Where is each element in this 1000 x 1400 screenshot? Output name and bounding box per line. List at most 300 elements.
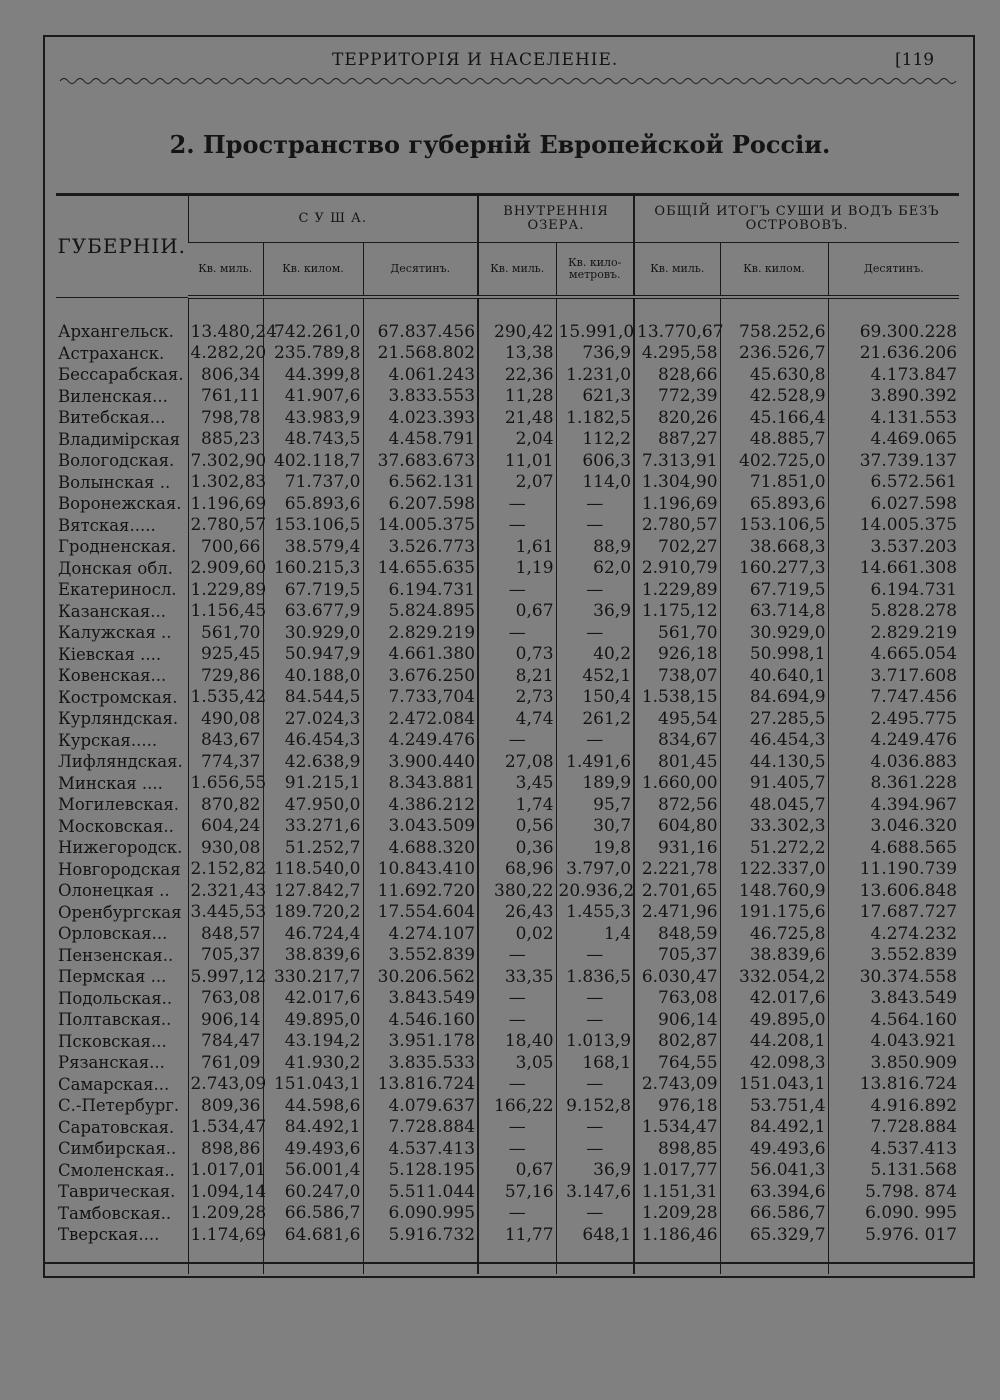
gubernia-name-cell: Таврическая. xyxy=(58,1182,176,1202)
value-cell: 65.893,6 xyxy=(720,493,828,515)
value-cell: 14.005.375 xyxy=(363,515,478,537)
table-row xyxy=(56,1052,959,1074)
value-cell: 1,74 xyxy=(478,794,556,816)
value-cell: 1.017,01 xyxy=(188,1160,263,1182)
value-cell: 898,86 xyxy=(188,1138,263,1160)
gubernia-name-cell: Курская..... xyxy=(58,730,158,750)
table-row xyxy=(56,816,959,838)
value-cell: 3.850.909 xyxy=(828,1052,959,1074)
value-cell: 6.030,47 xyxy=(634,966,720,988)
value-cell: 820,26 xyxy=(634,407,720,429)
value-cell: 4.295,58 xyxy=(634,343,720,365)
header-lakes: ВНУТРЕННІЯ ОЗЕРА. xyxy=(478,195,634,243)
value-cell: 4.173.847 xyxy=(828,364,959,386)
value-cell: 26,43 xyxy=(478,902,556,924)
value-cell: 2.472.084 xyxy=(363,708,478,730)
value-cell: 166,22 xyxy=(478,1095,556,1117)
value-cell: 801,45 xyxy=(634,751,720,773)
value-cell: 1.229,89 xyxy=(634,579,720,601)
value-cell: 5.916.732 xyxy=(363,1224,478,1246)
value-cell: 2.221,78 xyxy=(634,859,720,881)
value-cell: — xyxy=(478,622,556,644)
value-cell: 402.118,7 xyxy=(263,450,363,472)
table-row xyxy=(56,601,959,623)
value-cell: 5.828.278 xyxy=(828,601,959,623)
table-row xyxy=(56,880,959,902)
table-row xyxy=(56,1203,959,1225)
value-cell: — xyxy=(478,579,556,601)
value-cell: 1.196,69 xyxy=(634,493,720,515)
value-cell: 4.249.476 xyxy=(363,730,478,752)
value-cell: 6.194.731 xyxy=(828,579,959,601)
table-row xyxy=(56,794,959,816)
value-cell: — xyxy=(556,945,634,967)
value-cell: 84.492,1 xyxy=(720,1117,828,1139)
value-cell: 46.454,3 xyxy=(720,730,828,752)
value-cell: 872,56 xyxy=(634,794,720,816)
value-cell: 40.188,0 xyxy=(263,665,363,687)
value-cell: 153.106,5 xyxy=(720,515,828,537)
value-cell: 13.606.848 xyxy=(828,880,959,902)
value-cell: 3.843.549 xyxy=(828,988,959,1010)
value-cell: 3.890.392 xyxy=(828,386,959,408)
page-number: [119 xyxy=(895,50,935,70)
value-cell: 761,09 xyxy=(188,1052,263,1074)
value-cell: 1.836,5 xyxy=(556,966,634,988)
value-cell: 19,8 xyxy=(556,837,634,859)
value-cell: 10.843.410 xyxy=(363,859,478,881)
value-cell: 1.535,42 xyxy=(188,687,263,709)
value-cell: 14.655.635 xyxy=(363,558,478,580)
value-cell: 160.215,3 xyxy=(263,558,363,580)
value-cell: 49.895,0 xyxy=(263,1009,363,1031)
table-row xyxy=(56,966,959,988)
value-cell: 114,0 xyxy=(556,472,634,494)
value-cell: 2.743,09 xyxy=(634,1074,720,1096)
value-cell: 45.630,8 xyxy=(720,364,828,386)
value-cell: 6.027.598 xyxy=(828,493,959,515)
value-cell: — xyxy=(478,493,556,515)
value-cell: 763,08 xyxy=(188,988,263,1010)
gubernia-name-cell: Калужская .. xyxy=(58,623,172,643)
value-cell: 11,01 xyxy=(478,450,556,472)
table-row xyxy=(56,515,959,537)
value-cell: 3.717.608 xyxy=(828,665,959,687)
value-cell: 330.217,7 xyxy=(263,966,363,988)
gubernia-name-cell: Псковская... xyxy=(58,1031,167,1051)
value-cell: 1,4 xyxy=(556,923,634,945)
value-cell: 2.780,57 xyxy=(634,515,720,537)
value-cell: 763,08 xyxy=(634,988,720,1010)
value-cell: 809,36 xyxy=(188,1095,263,1117)
value-cell: 11,77 xyxy=(478,1224,556,1246)
value-cell: 160.277,3 xyxy=(720,558,828,580)
value-cell: 21,48 xyxy=(478,407,556,429)
value-cell: 3,45 xyxy=(478,773,556,795)
value-cell: — xyxy=(556,1009,634,1031)
gubernia-name-cell: Гродненская. xyxy=(58,537,177,557)
header-land-desyatin: Десятинъ. xyxy=(363,243,478,298)
value-cell: 4.131.553 xyxy=(828,407,959,429)
value-cell: 11.190.739 xyxy=(828,859,959,881)
header-land: С У Ш А. xyxy=(188,195,478,243)
gubernia-name-cell: Владимірская xyxy=(58,429,181,449)
gubernia-name-cell: Самарская... xyxy=(58,1074,170,1094)
value-cell: 21.636.206 xyxy=(828,343,959,365)
value-cell: 50.998,1 xyxy=(720,644,828,666)
gubernia-name-cell: Кіевская .... xyxy=(58,644,162,664)
gubernia-name-cell: Полтавская.. xyxy=(58,1010,172,1030)
value-cell: — xyxy=(556,730,634,752)
value-cell: 22,36 xyxy=(478,364,556,386)
gubernia-name-cell: Архангельск. xyxy=(58,322,174,342)
value-cell: 13.816.724 xyxy=(363,1074,478,1096)
value-cell: 84.544,5 xyxy=(263,687,363,709)
table-row xyxy=(56,751,959,773)
value-cell: 4.036.883 xyxy=(828,751,959,773)
gubernia-name-cell: Витебская... xyxy=(58,408,166,428)
value-cell: 236.526,7 xyxy=(720,343,828,365)
table-title: 2. Пространство губерній Европейской Россіи. xyxy=(169,130,831,159)
value-cell: 56.041,3 xyxy=(720,1160,828,1182)
value-cell: 168,1 xyxy=(556,1052,634,1074)
value-cell: 2,07 xyxy=(478,472,556,494)
value-cell: — xyxy=(556,515,634,537)
value-cell: 15.991,0 xyxy=(556,321,634,343)
value-cell: 7.728.884 xyxy=(363,1117,478,1139)
value-cell: 4.469.065 xyxy=(828,429,959,451)
value-cell: 4.043.921 xyxy=(828,1031,959,1053)
value-cell: 60.247,0 xyxy=(263,1181,363,1203)
gubernia-name-cell: Екатериносл. xyxy=(58,580,177,600)
value-cell: 8.343.881 xyxy=(363,773,478,795)
value-cell: 112,2 xyxy=(556,429,634,451)
value-cell: 41.907,6 xyxy=(263,386,363,408)
gubernia-name-cell: Астраханск. xyxy=(58,343,165,363)
value-cell: 2.780,57 xyxy=(188,515,263,537)
header-total-sq-km: Кв. килом. xyxy=(720,243,828,298)
table-row xyxy=(56,429,959,451)
value-cell: 17.687.727 xyxy=(828,902,959,924)
value-cell: 27.285,5 xyxy=(720,708,828,730)
value-cell: 2.743,09 xyxy=(188,1074,263,1096)
table-row xyxy=(56,386,959,408)
table-row xyxy=(56,1138,959,1160)
value-cell: 4.023.393 xyxy=(363,407,478,429)
value-cell: 42.528,9 xyxy=(720,386,828,408)
value-cell: — xyxy=(556,988,634,1010)
value-cell: 45.166,4 xyxy=(720,407,828,429)
value-cell: 191.175,6 xyxy=(720,902,828,924)
value-cell: 4,74 xyxy=(478,708,556,730)
value-cell: 705,37 xyxy=(634,945,720,967)
value-cell: 1.660,00 xyxy=(634,773,720,795)
table-row xyxy=(56,1095,959,1117)
value-cell: 2.910,79 xyxy=(634,558,720,580)
value-cell: 48.743,5 xyxy=(263,429,363,451)
value-cell: 5.511.044 xyxy=(363,1181,478,1203)
value-cell: 290,42 xyxy=(478,321,556,343)
value-cell: 37.683.673 xyxy=(363,450,478,472)
value-cell: 1.534,47 xyxy=(634,1117,720,1139)
value-cell: — xyxy=(556,1138,634,1160)
value-cell: 91.215,1 xyxy=(263,773,363,795)
gubernia-name-cell: Новгородская xyxy=(58,859,181,879)
value-cell: 27,08 xyxy=(478,751,556,773)
value-cell: 151.043,1 xyxy=(720,1074,828,1096)
value-cell: 4.079.637 xyxy=(363,1095,478,1117)
value-cell: 3.046.320 xyxy=(828,816,959,838)
value-cell: 47.950,0 xyxy=(263,794,363,816)
gubernia-name-cell: Тамбовская.. xyxy=(58,1203,172,1223)
value-cell: 3,05 xyxy=(478,1052,556,1074)
table-row xyxy=(56,923,959,945)
table-row xyxy=(56,859,959,881)
value-cell: 4.274.232 xyxy=(828,923,959,945)
value-cell: 4.282,20 xyxy=(188,343,263,365)
value-cell: 2.321,43 xyxy=(188,880,263,902)
value-cell: 51.272,2 xyxy=(720,837,828,859)
value-cell: — xyxy=(556,1203,634,1225)
value-cell: 64.681,6 xyxy=(263,1224,363,1246)
value-cell: 40,2 xyxy=(556,644,634,666)
header-land-sq-miles: Кв. миль. xyxy=(188,243,263,298)
value-cell: 848,57 xyxy=(188,923,263,945)
gubernia-name-cell: Пермская ... xyxy=(58,967,167,987)
value-cell: 66.586,7 xyxy=(263,1203,363,1225)
value-cell: 42.017,6 xyxy=(720,988,828,1010)
value-cell: 5.131.568 xyxy=(828,1160,959,1182)
value-cell: 14.661.308 xyxy=(828,558,959,580)
spacer-row xyxy=(56,297,959,321)
value-cell: — xyxy=(478,945,556,967)
gubernia-name-cell: Оренбургская xyxy=(58,902,182,922)
value-cell: 834,67 xyxy=(634,730,720,752)
value-cell: 606,3 xyxy=(556,450,634,472)
value-cell: 4.386.212 xyxy=(363,794,478,816)
value-cell: 37.739.137 xyxy=(828,450,959,472)
table-row xyxy=(56,622,959,644)
value-cell: 0,56 xyxy=(478,816,556,838)
gubernia-name-cell: Пензенская.. xyxy=(58,945,174,965)
value-cell: 51.252,7 xyxy=(263,837,363,859)
value-cell: 1.156,45 xyxy=(188,601,263,623)
value-cell: 3.552.839 xyxy=(363,945,478,967)
value-cell: 148.760,9 xyxy=(720,880,828,902)
value-cell: 621,3 xyxy=(556,386,634,408)
value-cell: 189,9 xyxy=(556,773,634,795)
value-cell: 4.546.160 xyxy=(363,1009,478,1031)
table-row xyxy=(56,1031,959,1053)
value-cell: 604,80 xyxy=(634,816,720,838)
value-cell: 91.405,7 xyxy=(720,773,828,795)
value-cell: 4.665.054 xyxy=(828,644,959,666)
value-cell: 1.186,46 xyxy=(634,1224,720,1246)
value-cell: 5.798. 874 xyxy=(828,1181,959,1203)
value-cell: 848,59 xyxy=(634,923,720,945)
value-cell: 0,02 xyxy=(478,923,556,945)
gubernia-name-cell: Московская.. xyxy=(58,816,174,836)
wavy-rule xyxy=(60,76,956,86)
gubernia-name-cell: Ковенская... xyxy=(58,666,167,686)
header-lakes-sq-miles: Кв. миль. xyxy=(478,243,556,298)
value-cell: 3.552.839 xyxy=(828,945,959,967)
gubernia-name-cell: Нижегородск. xyxy=(58,838,183,858)
value-cell: 57,16 xyxy=(478,1181,556,1203)
value-cell: — xyxy=(478,1203,556,1225)
value-cell: 13.816.724 xyxy=(828,1074,959,1096)
value-cell: 62,0 xyxy=(556,558,634,580)
value-cell: 784,47 xyxy=(188,1031,263,1053)
value-cell: 33,35 xyxy=(478,966,556,988)
value-cell: 27.024,3 xyxy=(263,708,363,730)
value-cell: 30.206.562 xyxy=(363,966,478,988)
value-cell: 46.724,4 xyxy=(263,923,363,945)
value-cell: 332.054,2 xyxy=(720,966,828,988)
value-cell: 49.493,6 xyxy=(720,1138,828,1160)
value-cell: 118.540,0 xyxy=(263,859,363,881)
value-cell: 729,86 xyxy=(188,665,263,687)
value-cell: 774,37 xyxy=(188,751,263,773)
table-row xyxy=(56,1181,959,1203)
value-cell: 3.797,0 xyxy=(556,859,634,881)
value-cell: 44.598,6 xyxy=(263,1095,363,1117)
value-cell: 71.737,0 xyxy=(263,472,363,494)
value-cell: 2.701,65 xyxy=(634,880,720,902)
value-cell: 38.839,6 xyxy=(720,945,828,967)
value-cell: 67.719,5 xyxy=(720,579,828,601)
value-cell: 30.929,0 xyxy=(720,622,828,644)
gubernia-name-cell: Саратовская. xyxy=(58,1117,175,1137)
value-cell: 65.893,6 xyxy=(263,493,363,515)
value-cell: 3.843.549 xyxy=(363,988,478,1010)
value-cell: 1,19 xyxy=(478,558,556,580)
value-cell: 885,23 xyxy=(188,429,263,451)
value-cell: 5.997,12 xyxy=(188,966,263,988)
value-cell: 38.579,4 xyxy=(263,536,363,558)
value-cell: 49.895,0 xyxy=(720,1009,828,1031)
value-cell: 764,55 xyxy=(634,1052,720,1074)
value-cell: 38.668,3 xyxy=(720,536,828,558)
value-cell: — xyxy=(478,1074,556,1096)
header-gubernii: ГУБЕРНІИ. xyxy=(56,195,188,298)
value-cell: 2,04 xyxy=(478,429,556,451)
value-cell: — xyxy=(478,1138,556,1160)
gubernia-name-cell: Костромская. xyxy=(58,687,178,707)
value-cell: 402.725,0 xyxy=(720,450,828,472)
value-cell: 736,9 xyxy=(556,343,634,365)
value-cell: 6.194.731 xyxy=(363,579,478,601)
value-cell: 0,67 xyxy=(478,601,556,623)
value-cell: 976,18 xyxy=(634,1095,720,1117)
table-row xyxy=(56,579,959,601)
value-cell: 3.833.553 xyxy=(363,386,478,408)
value-cell: 30.374.558 xyxy=(828,966,959,988)
table-row xyxy=(56,364,959,386)
gubernia-name-cell: Орловская... xyxy=(58,924,168,944)
value-cell: 4.274.107 xyxy=(363,923,478,945)
table-row xyxy=(56,945,959,967)
value-cell: 53.751,4 xyxy=(720,1095,828,1117)
value-cell: 6.090.995 xyxy=(363,1203,478,1225)
value-cell: 925,45 xyxy=(188,644,263,666)
value-cell: 2.829.219 xyxy=(363,622,478,644)
value-cell: 18,40 xyxy=(478,1031,556,1053)
value-cell: 930,08 xyxy=(188,837,263,859)
value-cell: 44.208,1 xyxy=(720,1031,828,1053)
value-cell: 48.045,7 xyxy=(720,794,828,816)
value-cell: 1.656,55 xyxy=(188,773,263,795)
value-cell: 5.976. 017 xyxy=(828,1224,959,1246)
value-cell: 2.495.775 xyxy=(828,708,959,730)
value-cell: 761,11 xyxy=(188,386,263,408)
value-cell: 21.568.802 xyxy=(363,343,478,365)
value-cell: 4.537.413 xyxy=(828,1138,959,1160)
table-row xyxy=(56,407,959,429)
gubernia-name-cell: Вятская..... xyxy=(58,515,156,535)
table-row xyxy=(56,472,959,494)
value-cell: 1.229,89 xyxy=(188,579,263,601)
value-cell: 71.851,0 xyxy=(720,472,828,494)
table-row xyxy=(56,1074,959,1096)
data-table xyxy=(56,193,959,1274)
value-cell: 3.537.203 xyxy=(828,536,959,558)
table-row xyxy=(56,687,959,709)
gubernia-name-cell: Волынская .. xyxy=(58,472,171,492)
value-cell: 4.061.243 xyxy=(363,364,478,386)
value-cell: 84.492,1 xyxy=(263,1117,363,1139)
value-cell: 49.493,6 xyxy=(263,1138,363,1160)
value-cell: 906,14 xyxy=(634,1009,720,1031)
value-cell: 7.313,91 xyxy=(634,450,720,472)
value-cell: 4.688.320 xyxy=(363,837,478,859)
value-cell: 452,1 xyxy=(556,665,634,687)
value-cell: 3.526.773 xyxy=(363,536,478,558)
value-cell: 843,67 xyxy=(188,730,263,752)
value-cell: 3.043.509 xyxy=(363,816,478,838)
value-cell: — xyxy=(556,1117,634,1139)
value-cell: 56.001,4 xyxy=(263,1160,363,1182)
value-cell: 3.900.440 xyxy=(363,751,478,773)
table-row xyxy=(56,343,959,365)
header-total-desyatin: Десятинъ. xyxy=(828,243,959,298)
value-cell: 40.640,1 xyxy=(720,665,828,687)
value-cell: 95,7 xyxy=(556,794,634,816)
gubernia-name-cell: Олонецкая .. xyxy=(58,881,170,901)
value-cell: 42.098,3 xyxy=(720,1052,828,1074)
value-cell: 46.454,3 xyxy=(263,730,363,752)
value-cell: 1.151,31 xyxy=(634,1181,720,1203)
value-cell: 1.209,28 xyxy=(634,1203,720,1225)
value-cell: 648,1 xyxy=(556,1224,634,1246)
value-cell: 20.936,2 xyxy=(556,880,634,902)
gubernia-name-cell: Подольская.. xyxy=(58,988,173,1008)
value-cell: 1.491,6 xyxy=(556,751,634,773)
value-cell: 4.537.413 xyxy=(363,1138,478,1160)
value-cell: 36,9 xyxy=(556,601,634,623)
value-cell: 5.824.895 xyxy=(363,601,478,623)
value-cell: — xyxy=(478,730,556,752)
table-row xyxy=(56,708,959,730)
value-cell: 1.196,69 xyxy=(188,493,263,515)
value-cell: 906,14 xyxy=(188,1009,263,1031)
table-row xyxy=(56,1224,959,1246)
value-cell: 1.182,5 xyxy=(556,407,634,429)
value-cell: 8.361.228 xyxy=(828,773,959,795)
value-cell: 931,16 xyxy=(634,837,720,859)
value-cell: 742.261,0 xyxy=(263,321,363,343)
value-cell: 1.455,3 xyxy=(556,902,634,924)
